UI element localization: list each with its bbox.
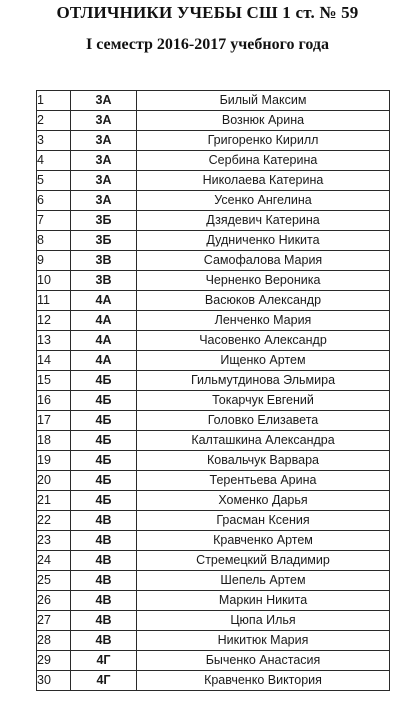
row-number-cell: 12: [37, 311, 71, 331]
table-row: [37, 211, 390, 231]
student-name-cell: Терентьева Арина: [137, 471, 390, 491]
student-name-cell: Билый Максим: [137, 91, 390, 111]
table-row: [37, 551, 390, 571]
table-row: [37, 451, 390, 471]
class-cell: 4Б: [71, 451, 137, 471]
row-number-cell: 29: [37, 651, 71, 671]
honor-students-table: [36, 90, 390, 691]
class-cell: 3А: [71, 111, 137, 131]
class-cell: 3А: [71, 131, 137, 151]
table-row: [37, 591, 390, 611]
student-name-cell: Вознюк Арина: [137, 111, 390, 131]
table-row: [37, 231, 390, 251]
row-number-cell: 15: [37, 371, 71, 391]
student-name-cell: Цюпа Илья: [137, 611, 390, 631]
class-cell: 3А: [71, 91, 137, 111]
class-cell: 4Г: [71, 651, 137, 671]
table-row: [37, 151, 390, 171]
table-row: [37, 631, 390, 651]
row-number-cell: 26: [37, 591, 71, 611]
table-row: [37, 331, 390, 351]
student-name-cell: Григоренко Кирилл: [137, 131, 390, 151]
student-name-cell: Кравченко Артем: [137, 531, 390, 551]
class-cell: 4В: [71, 511, 137, 531]
student-name-cell: Маркин Никита: [137, 591, 390, 611]
row-number-cell: 13: [37, 331, 71, 351]
class-cell: 4Б: [71, 371, 137, 391]
table-row: [37, 511, 390, 531]
student-name-cell: Дудниченко Никита: [137, 231, 390, 251]
row-number-cell: 20: [37, 471, 71, 491]
student-name-cell: Грасман Ксения: [137, 511, 390, 531]
student-name-cell: Шепель Артем: [137, 571, 390, 591]
row-number-cell: 25: [37, 571, 71, 591]
student-name-cell: Усенко Ангелина: [137, 191, 390, 211]
table-row: [37, 251, 390, 271]
row-number-cell: 3: [37, 131, 71, 151]
row-number-cell: 27: [37, 611, 71, 631]
table-row: [37, 271, 390, 291]
student-name-cell: Сербина Катерина: [137, 151, 390, 171]
class-cell: 4Б: [71, 431, 137, 451]
student-name-cell: Ищенко Артем: [137, 351, 390, 371]
class-cell: 3А: [71, 191, 137, 211]
row-number-cell: 16: [37, 391, 71, 411]
row-number-cell: 30: [37, 671, 71, 691]
row-number-cell: 18: [37, 431, 71, 451]
class-cell: 4А: [71, 351, 137, 371]
student-name-cell: Васюков Александр: [137, 291, 390, 311]
class-cell: 4В: [71, 571, 137, 591]
class-cell: 4А: [71, 311, 137, 331]
row-number-cell: 28: [37, 631, 71, 651]
table-row: [37, 391, 390, 411]
table-row: [37, 431, 390, 451]
class-cell: 4В: [71, 531, 137, 551]
class-cell: 4А: [71, 331, 137, 351]
student-name-cell: Токарчук Евгений: [137, 391, 390, 411]
row-number-cell: 10: [37, 271, 71, 291]
student-name-cell: Самофалова Мария: [137, 251, 390, 271]
student-name-cell: Кравченко Виктория: [137, 671, 390, 691]
table-row: [37, 351, 390, 371]
row-number-cell: 6: [37, 191, 71, 211]
row-number-cell: 5: [37, 171, 71, 191]
row-number-cell: 21: [37, 491, 71, 511]
table-row: [37, 411, 390, 431]
table-row: [37, 611, 390, 631]
student-name-cell: Ковальчук Варвара: [137, 451, 390, 471]
table-row: [37, 131, 390, 151]
student-name-cell: Черненко Вероника: [137, 271, 390, 291]
document-title: ОТЛИЧНИКИ УЧЕБЫ СШ 1 ст. № 59: [56, 3, 359, 22]
row-number-cell: 8: [37, 231, 71, 251]
table-row: [37, 471, 390, 491]
student-name-cell: Никитюк Мария: [137, 631, 390, 651]
row-number-cell: 4: [37, 151, 71, 171]
student-name-cell: Хоменко Дарья: [137, 491, 390, 511]
row-number-cell: 1: [37, 91, 71, 111]
table-body: [37, 91, 390, 691]
student-name-cell: Гильмутдинова Эльмира: [137, 371, 390, 391]
table-row: [37, 571, 390, 591]
class-cell: 4В: [71, 591, 137, 611]
row-number-cell: 24: [37, 551, 71, 571]
table-row: [37, 91, 390, 111]
class-cell: 4В: [71, 611, 137, 631]
table-row: [37, 491, 390, 511]
student-name-cell: Стремецкий Владимир: [137, 551, 390, 571]
row-number-cell: 9: [37, 251, 71, 271]
row-number-cell: 7: [37, 211, 71, 231]
class-cell: 3В: [71, 251, 137, 271]
row-number-cell: 17: [37, 411, 71, 431]
row-number-cell: 22: [37, 511, 71, 531]
student-name-cell: Быченко Анастасия: [137, 651, 390, 671]
row-number-cell: 14: [37, 351, 71, 371]
student-name-cell: Калташкина Александра: [137, 431, 390, 451]
class-cell: 3А: [71, 151, 137, 171]
document-subtitle: I семестр 2016-2017 учебного года: [86, 36, 329, 53]
table-row: [37, 191, 390, 211]
table-row: [37, 651, 390, 671]
student-name-cell: Часовенко Александр: [137, 331, 390, 351]
table-row: [37, 371, 390, 391]
table-row: [37, 531, 390, 551]
class-cell: 4В: [71, 551, 137, 571]
class-cell: 3Б: [71, 231, 137, 251]
class-cell: 4В: [71, 631, 137, 651]
class-cell: 3А: [71, 171, 137, 191]
student-name-cell: Головко Елизавета: [137, 411, 390, 431]
class-cell: 4Б: [71, 491, 137, 511]
class-cell: 4Б: [71, 471, 137, 491]
class-cell: 3В: [71, 271, 137, 291]
student-name-cell: Ленченко Мария: [137, 311, 390, 331]
student-name-cell: Дзядевич Катерина: [137, 211, 390, 231]
row-number-cell: 19: [37, 451, 71, 471]
class-cell: 4А: [71, 291, 137, 311]
class-cell: 4Г: [71, 671, 137, 691]
table-row: [37, 311, 390, 331]
row-number-cell: 11: [37, 291, 71, 311]
table-row: [37, 171, 390, 191]
row-number-cell: 2: [37, 111, 71, 131]
row-number-cell: 23: [37, 531, 71, 551]
table-row: [37, 671, 390, 691]
table-row: [37, 111, 390, 131]
table-row: [37, 291, 390, 311]
class-cell: 4Б: [71, 391, 137, 411]
class-cell: 3Б: [71, 211, 137, 231]
class-cell: 4Б: [71, 411, 137, 431]
student-name-cell: Николаева Катерина: [137, 171, 390, 191]
